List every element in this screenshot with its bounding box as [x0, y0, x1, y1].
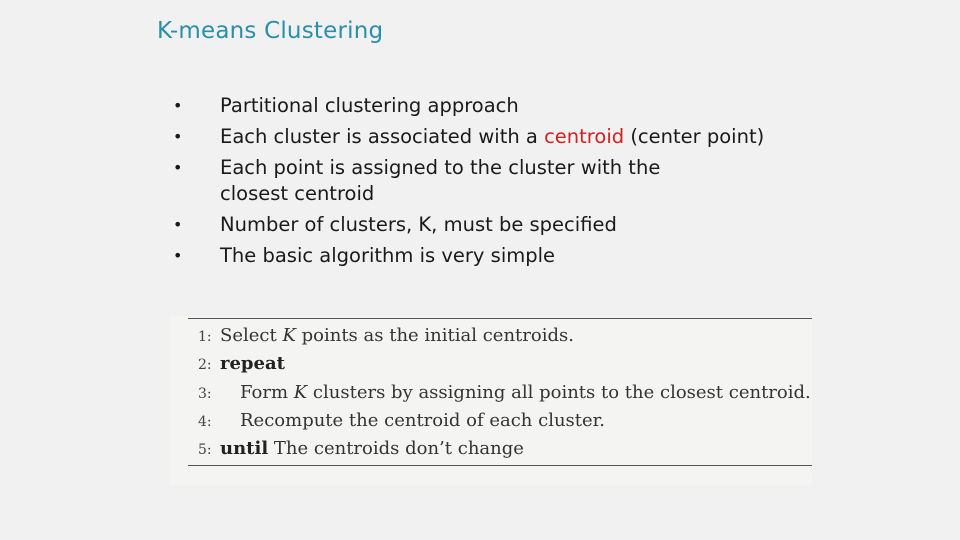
- algorithm-line-number: 1:: [198, 329, 212, 345]
- bullet-dot: •: [173, 127, 183, 146]
- bullet-text-segment: Each cluster is associated with a: [220, 125, 545, 148]
- bullet-dot: •: [173, 96, 183, 115]
- algorithm-line: [198, 410, 605, 431]
- bullet-text: [220, 244, 555, 267]
- algorithm-keyword: repeat: [220, 353, 285, 374]
- bullet-text-segment: (center point): [624, 125, 765, 148]
- algorithm-text: Form: [240, 382, 294, 403]
- bullet-list: [170, 93, 810, 274]
- bullet-item: [170, 212, 810, 238]
- algorithm-line: [198, 438, 524, 459]
- algorithm-keyword: until: [220, 438, 269, 459]
- algorithm-text: The centroids don’t change: [268, 438, 524, 459]
- bullet-text: [220, 213, 617, 236]
- algorithm-line: [198, 325, 574, 346]
- algorithm-text: Recompute the centroid of each cluster.: [240, 410, 606, 431]
- bullet-text-segment: centroid: [544, 125, 625, 148]
- bullet-text-segment: Partitional clustering approach: [220, 94, 519, 117]
- algorithm-box: [170, 316, 812, 485]
- algorithm-line-number: 4:: [198, 414, 212, 430]
- algorithm-text: points as the initial centroids.: [295, 325, 574, 346]
- bullet-item: [170, 124, 810, 150]
- bullet-text: [220, 156, 660, 205]
- bullet-dot: •: [173, 158, 183, 177]
- bullet-text: [220, 94, 519, 117]
- bullet-text-segment: Number of clusters, K, must be specified: [220, 213, 617, 236]
- bullet-item: [170, 155, 690, 207]
- bullet-dot: •: [173, 215, 183, 234]
- bullet-text-segment: The basic algorithm is very simple: [220, 244, 556, 267]
- algorithm-text: K: [293, 382, 308, 403]
- bullet-text: [220, 125, 764, 148]
- algorithm-bottom-rule: [188, 465, 812, 466]
- bullet-text-segment: Each point is assigned to the cluster with the closest centroid: [220, 156, 661, 205]
- bullet-item: [170, 243, 810, 269]
- slide-title: K-means Clustering: [157, 18, 384, 44]
- algorithm-line: [198, 382, 811, 403]
- algorithm-text: Select: [220, 325, 283, 346]
- bullet-item: [170, 93, 810, 119]
- bullet-dot: •: [173, 246, 183, 265]
- algorithm-top-rule: [188, 318, 812, 319]
- algorithm-line-number: 3:: [198, 386, 212, 402]
- algorithm-text: K: [282, 325, 296, 346]
- algorithm-line-number: 2:: [198, 357, 212, 373]
- algorithm-line-number: 5:: [198, 442, 212, 458]
- algorithm-text: clusters by assigning all points to the closest centroid.: [307, 382, 811, 403]
- algorithm-line: [198, 353, 285, 374]
